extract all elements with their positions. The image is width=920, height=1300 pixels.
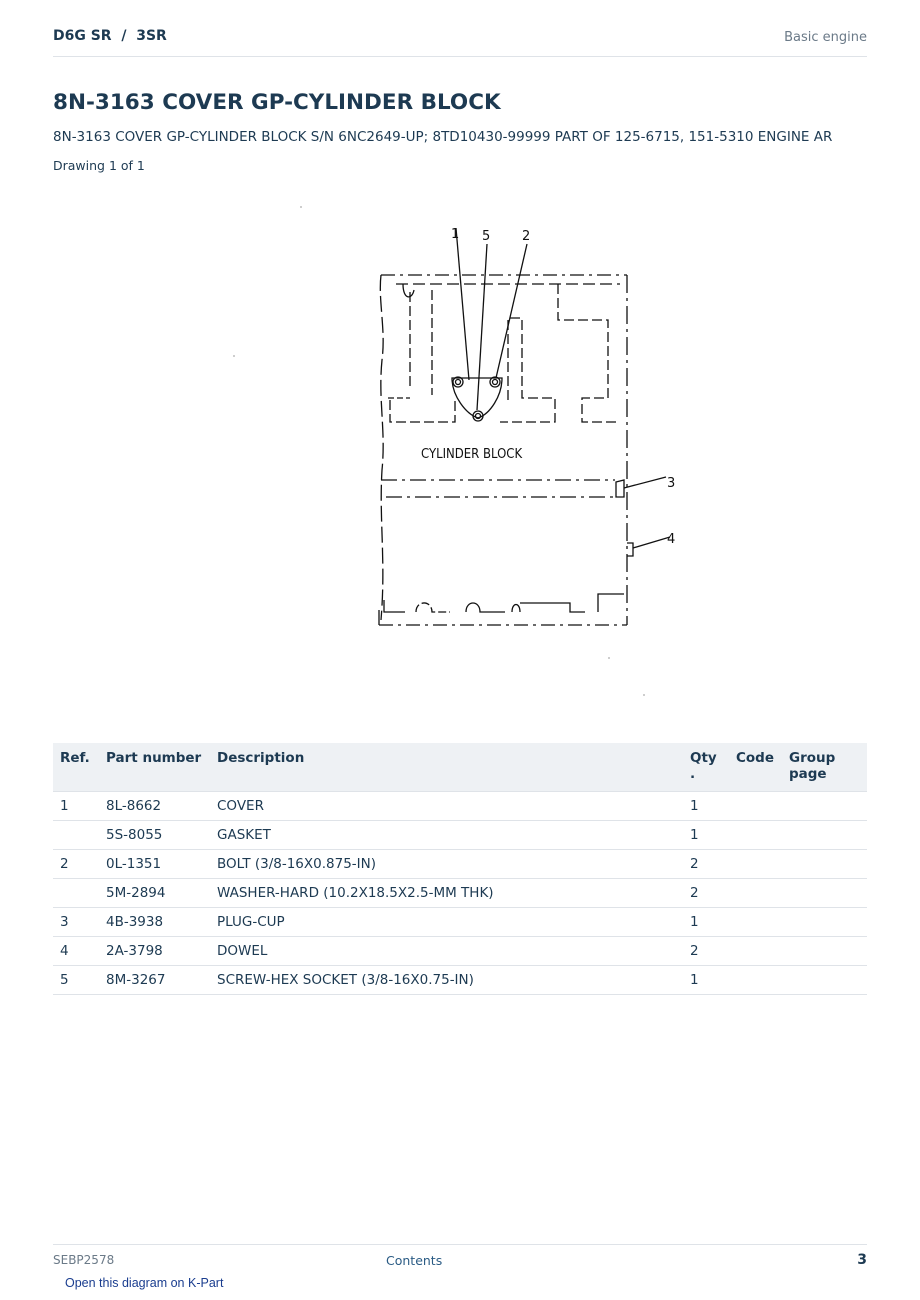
table-row	[53, 966, 867, 995]
cell-code	[729, 821, 782, 850]
cell-group-page	[782, 908, 867, 937]
table-row	[53, 908, 867, 937]
cell-group-page	[782, 821, 867, 850]
section-name: Basic engine	[784, 30, 867, 45]
parts-diagram	[0, 195, 920, 705]
document-code: SEBP2578	[53, 1253, 115, 1267]
cell-qty: 2	[683, 937, 729, 966]
cell-qty: 1	[683, 792, 729, 821]
cell-group-page	[782, 966, 867, 995]
cell-qty: 1	[683, 908, 729, 937]
page-title: 8N-3163 COVER GP-CYLINDER BLOCK	[53, 90, 501, 115]
cell-code	[729, 908, 782, 937]
cell-description: COVER	[210, 792, 683, 821]
cell-ref: 2	[53, 850, 99, 879]
cell-part-number: 0L-1351	[99, 850, 210, 879]
cell-group-page	[782, 792, 867, 821]
callout-4: 4	[667, 532, 676, 547]
page-number: 3	[857, 1252, 867, 1268]
cell-code	[729, 850, 782, 879]
cylinder-block-drawing	[0, 195, 920, 705]
cell-ref	[53, 879, 99, 908]
cell-part-number: 8M-3267	[99, 966, 210, 995]
cell-qty: 1	[683, 966, 729, 995]
col-header-qty: Qty .	[683, 743, 729, 792]
diagram-label: CYLINDER BLOCK	[421, 447, 523, 462]
cell-description: DOWEL	[210, 937, 683, 966]
cell-group-page	[782, 937, 867, 966]
footer-divider	[53, 1244, 867, 1245]
callout-3: 3	[667, 476, 676, 491]
cell-group-page	[782, 879, 867, 908]
col-header-code: Code	[729, 743, 782, 792]
cell-ref: 3	[53, 908, 99, 937]
table-row	[53, 879, 867, 908]
parts-table	[53, 743, 867, 995]
cell-description: WASHER-HARD (10.2X18.5X2.5-MM THK)	[210, 879, 683, 908]
cell-ref: 4	[53, 937, 99, 966]
kpart-diagram-link[interactable]: Open this diagram on K-Part	[65, 1276, 224, 1290]
table-row	[53, 850, 867, 879]
cell-code	[729, 879, 782, 908]
cell-qty: 2	[683, 879, 729, 908]
table-row	[53, 792, 867, 821]
cell-description: SCREW-HEX SOCKET (3/8-16X0.75-IN)	[210, 966, 683, 995]
callout-1: 1	[451, 227, 460, 242]
cell-ref: 1	[53, 792, 99, 821]
cell-part-number: 5M-2894	[99, 879, 210, 908]
col-header-description: Description	[210, 743, 683, 792]
cell-ref: 5	[53, 966, 99, 995]
cell-code	[729, 937, 782, 966]
col-header-group-page: Group page	[782, 743, 867, 792]
cell-ref	[53, 821, 99, 850]
col-header-ref: Ref.	[53, 743, 99, 792]
col-header-part-number: Part number	[99, 743, 210, 792]
cell-code	[729, 966, 782, 995]
cell-description: GASKET	[210, 821, 683, 850]
cell-description: PLUG-CUP	[210, 908, 683, 937]
cell-group-page	[782, 850, 867, 879]
cell-part-number: 2A-3798	[99, 937, 210, 966]
callout-5: 5	[482, 229, 491, 244]
drawing-count: Drawing 1 of 1	[53, 158, 145, 173]
cell-part-number: 5S-8055	[99, 821, 210, 850]
table-row	[53, 821, 867, 850]
callout-2: 2	[522, 229, 531, 244]
part-subtitle: 8N-3163 COVER GP-CYLINDER BLOCK S/N 6NC2649-UP; 8TD10430-99999 PART OF 125-6715, 151-5310 ENGINE AR	[53, 129, 833, 145]
cell-qty: 2	[683, 850, 729, 879]
page-header	[53, 28, 867, 57]
contents-link[interactable]: Contents	[386, 1253, 443, 1268]
model-breadcrumb: D6G SR / 3SR	[53, 28, 167, 44]
cell-part-number: 4B-3938	[99, 908, 210, 937]
cell-description: BOLT (3/8-16X0.875-IN)	[210, 850, 683, 879]
cell-part-number: 8L-8662	[99, 792, 210, 821]
cell-qty: 1	[683, 821, 729, 850]
table-row	[53, 937, 867, 966]
table-header-row	[53, 743, 867, 792]
cell-code	[729, 792, 782, 821]
